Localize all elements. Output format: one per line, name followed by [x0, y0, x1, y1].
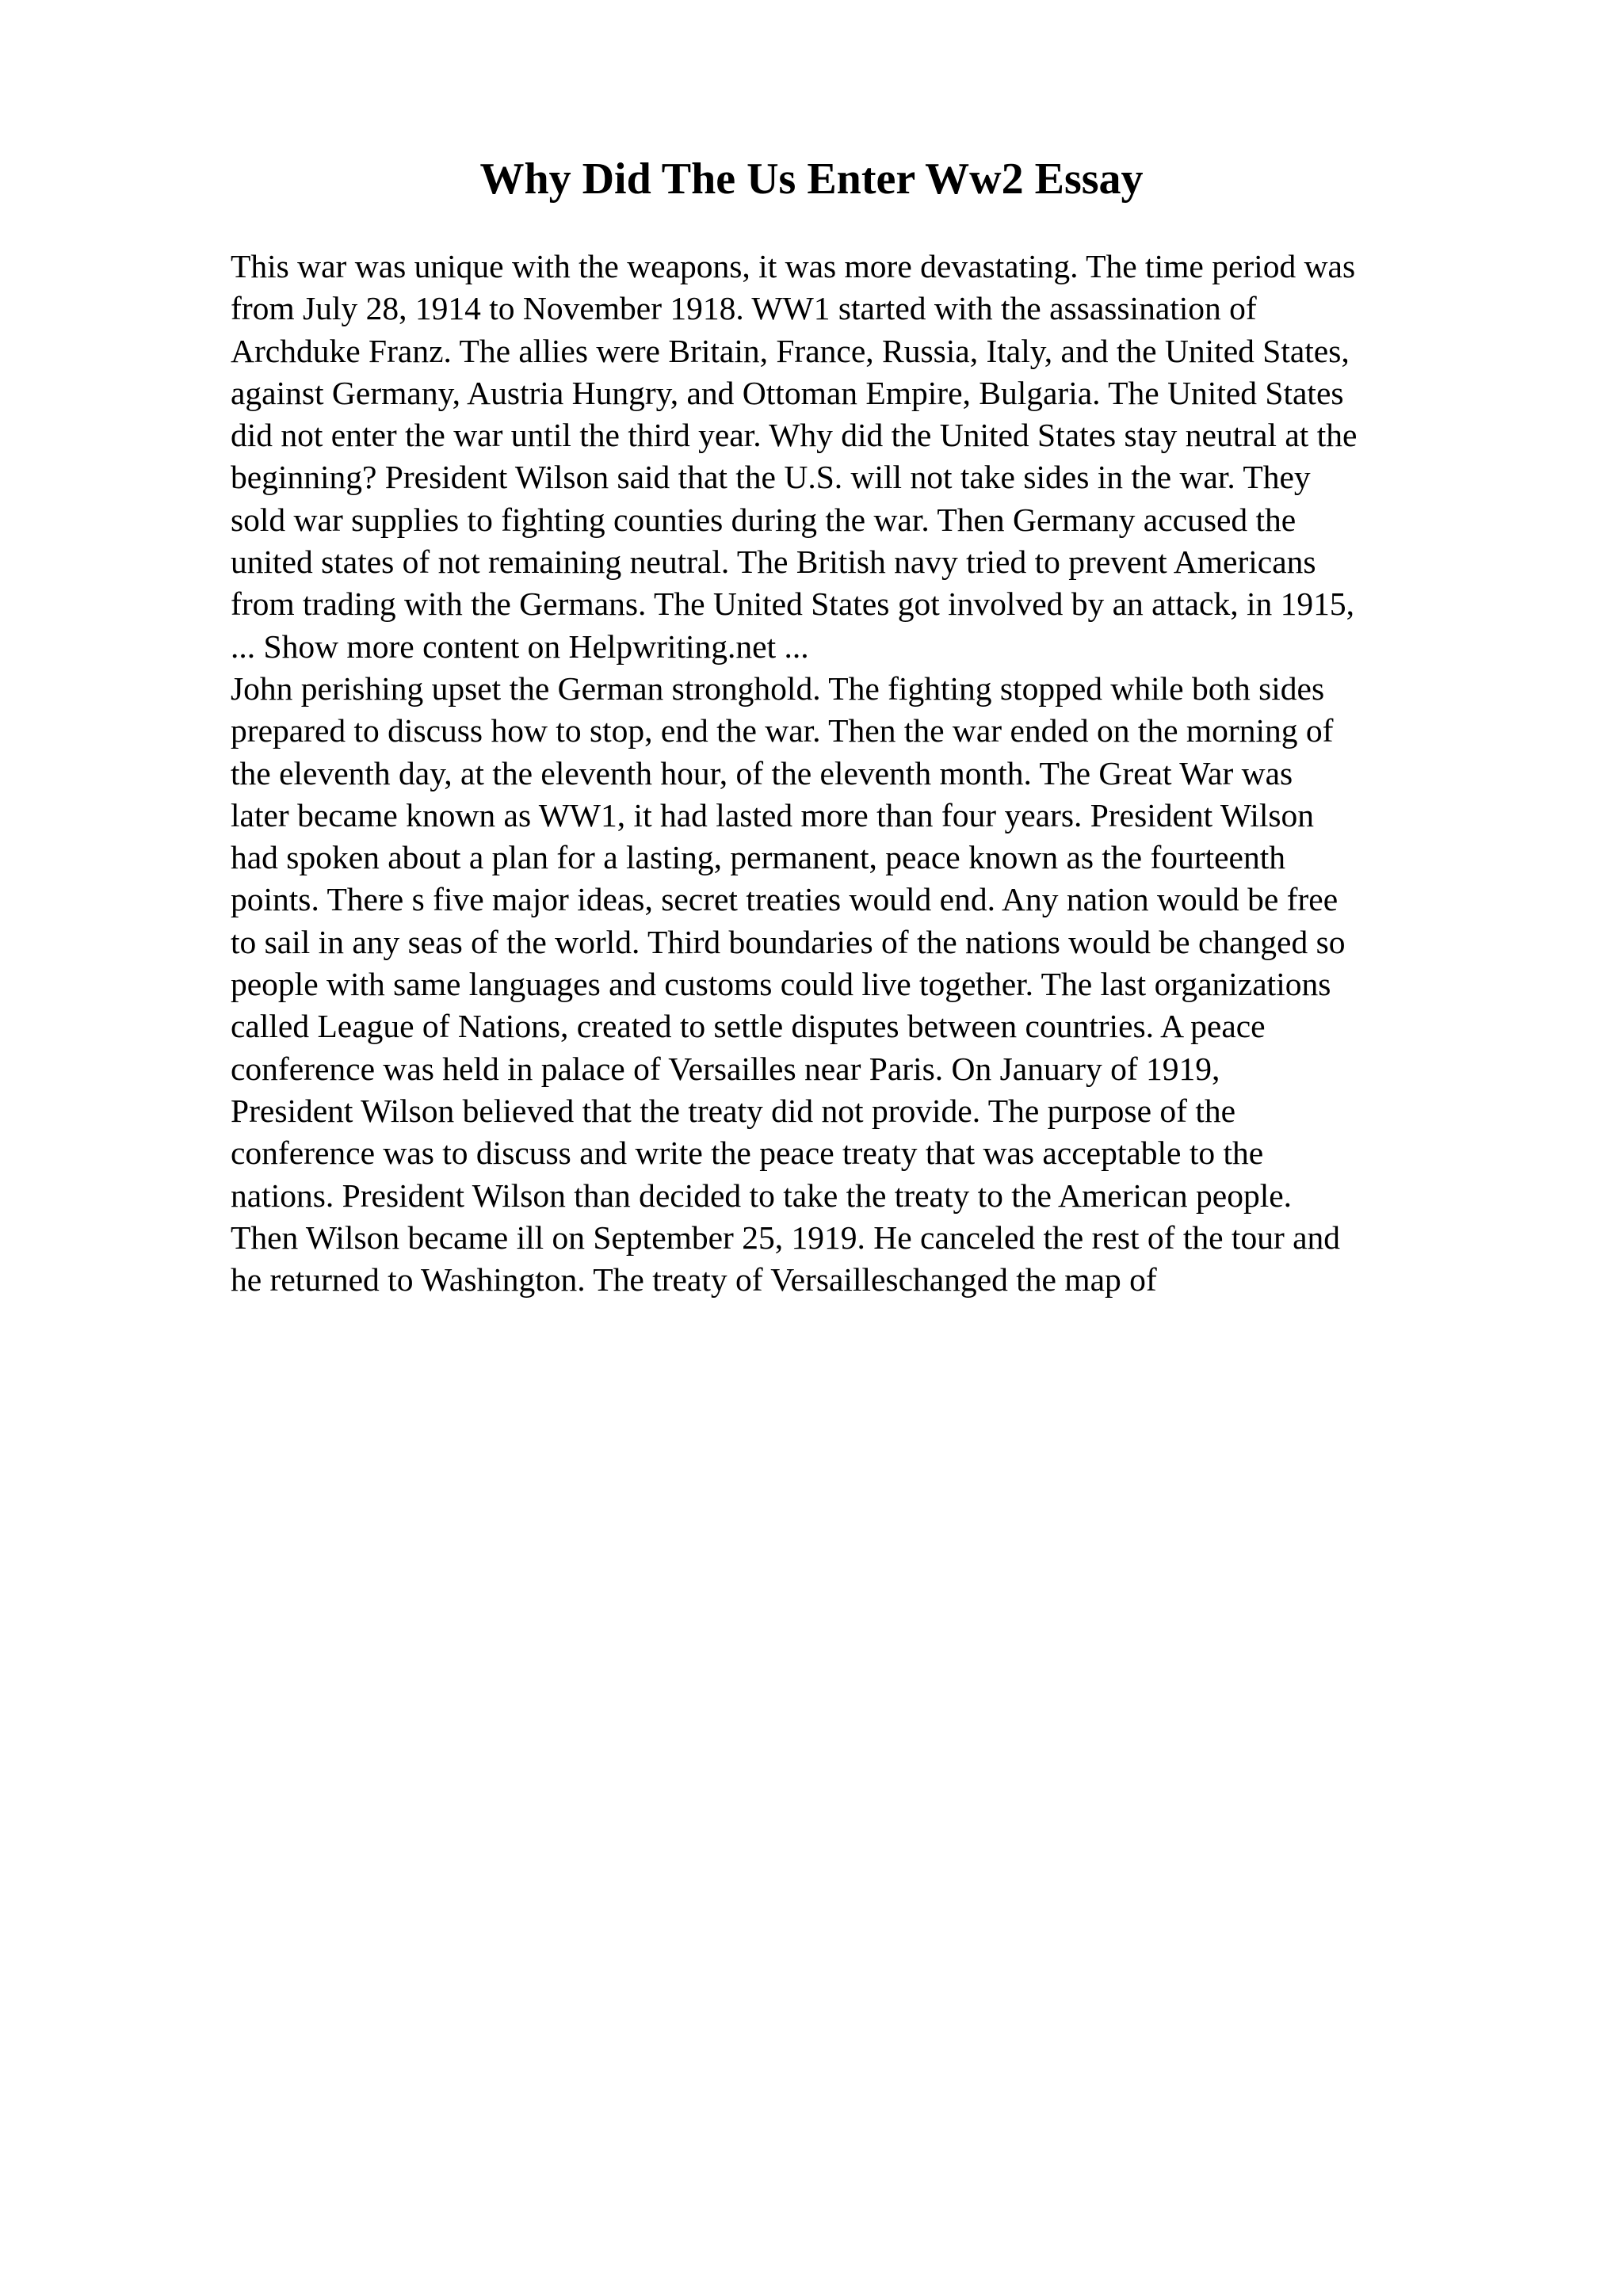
body-line: prepared to discuss how to stop, end the war. Then the war ended on the morning of [231, 712, 1334, 749]
body-line: This war was unique with the weapons, it was more devastating. The time period was [231, 248, 1356, 284]
body-line: sold war supplies to fighting counties during the war. Then Germany accused the [231, 501, 1296, 538]
body-line: from July 28, 1914 to November 1918. WW1 started with the assassination of [231, 290, 1257, 327]
body-line: from trading with the Germans. The United States got involved by an attack, in 1915, [231, 585, 1355, 623]
body-line: beginning? President Wilson said that the U.S. will not take sides in the war. They [231, 459, 1311, 496]
body-line: against Germany, Austria Hungry, and Ottoman Empire, Bulgaria. The United States [231, 374, 1344, 411]
body-line: the eleventh day, at the eleventh hour, of the eleventh month. The Great War was [231, 754, 1293, 791]
body-line: he returned to Washington. The treaty of Versailleschanged the map of [231, 1261, 1157, 1299]
body-line: to sail in any seas of the world. Third boundaries of the nations would be changed so [231, 923, 1346, 960]
body-line: had spoken about a plan for a lasting, permanent, peace known as the fourteenth [231, 839, 1285, 876]
document-title: Why Did The Us Enter Ww2 Essay [479, 154, 1144, 204]
body-line: Then Wilson became ill on September 25, 1919. He canceled the rest of the tour and [231, 1219, 1341, 1256]
body-line: John perishing upset the German stronghold. The fighting stopped while both sides [231, 669, 1325, 707]
body-line: nations. President Wilson than decided to take the treaty to the American people. [231, 1177, 1293, 1214]
show-more-line: ... Show more content on Helpwriting.net ... [231, 627, 809, 665]
body-line: points. There s five major ideas, secret treaties would end. Any nation would be free [231, 881, 1338, 918]
body-line: people with same languages and customs could live together. The last organizations [231, 966, 1331, 1003]
body-line: did not enter the war until the third year. Why did the United States stay neutral at the [231, 417, 1358, 454]
body-line: united states of not remaining neutral. The British navy tried to prevent Americans [231, 543, 1316, 581]
document-body [231, 246, 1530, 1301]
body-line: President Wilson believed that the treaty did not provide. The purpose of the [231, 1092, 1236, 1129]
body-line: later became known as WW1, it had lasted more than four years. President Wilson [231, 796, 1315, 833]
body-line: conference was to discuss and write the peace treaty that was acceptable to the [231, 1135, 1264, 1172]
body-line: conference was held in palace of Versailles near Paris. On January of 1919, [231, 1050, 1220, 1087]
body-line: called League of Nations, created to settle disputes between countries. A peace [231, 1008, 1266, 1045]
body-line: Archduke Franz. The allies were Britain, France, Russia, Italy, and the United States, [231, 332, 1350, 369]
